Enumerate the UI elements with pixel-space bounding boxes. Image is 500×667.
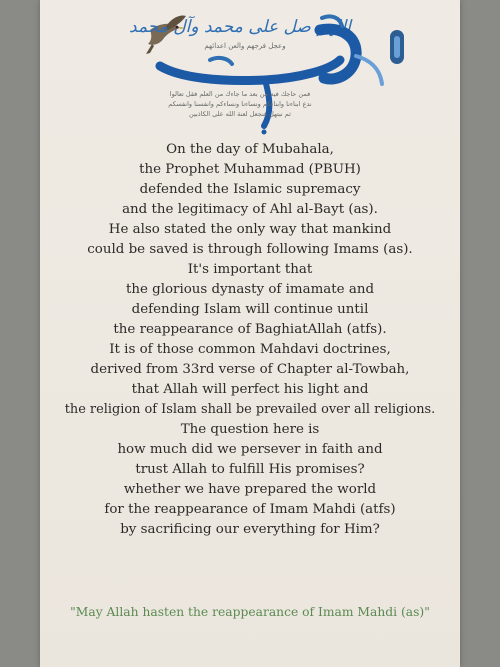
body-line: The question here is — [180, 422, 320, 437]
body-line: trust Allah to fulfill His promises? — [135, 462, 365, 477]
body-line: derived from 33rd verse of Chapter al-Towbah, — [90, 362, 410, 377]
body-line: and the legitimacy of Ahl al-Bayt (as). — [122, 202, 378, 217]
body-line: the religion of Islam shall be prevailed over all religions. — [64, 402, 436, 417]
svg-text:ندع ابناءنا وابناءكم ونساءنا و: ندع ابناءنا وابناءكم ونساءنا ونساءكم وانفسنا وانفسكم — [168, 100, 312, 108]
body-line: for the reappearance of Imam Mahdi (atfs) — [104, 502, 396, 517]
closing-prayer: "May Allah hasten the reappearance of Imam Mahdi (as)" — [70, 605, 430, 619]
svg-text:اللهم صل على محمد وآل محمد: اللهم صل على محمد وآل محمد — [129, 17, 351, 37]
body-line: It's important that — [187, 262, 313, 277]
svg-text:فمن حاجك فيه من بعد ما جاءك من: فمن حاجك فيه من بعد ما جاءك من العلم فقل تعالوا — [169, 90, 311, 98]
body-line: defending Islam will continue until — [131, 302, 369, 317]
body-line: by sacrificing our everything for Him? — [120, 522, 380, 537]
header-calligraphy — [40, 0, 460, 140]
body-line: the Prophet Muhammad (PBUH) — [139, 162, 361, 177]
body-line: He also stated the only way that mankind — [108, 222, 392, 237]
body-line: the reappearance of BaghiatAllah (atfs). — [113, 322, 387, 337]
ornament-icon — [390, 30, 404, 64]
body-text — [40, 140, 460, 540]
body-line: defended the Islamic supremacy — [139, 182, 361, 197]
header-small-text — [168, 90, 312, 118]
poster-card — [40, 0, 460, 667]
svg-text:ثم نبتهل فنجعل لعنة الله على ا: ثم نبتهل فنجعل لعنة الله على الكاذبين — [189, 110, 291, 118]
body-line: the glorious dynasty of imamate and — [125, 282, 375, 297]
body-line: It is of those common Mahdavi doctrines, — [109, 342, 391, 357]
body-line: that Allah will perfect his light and — [131, 382, 369, 397]
body-line: whether we have prepared the world — [123, 482, 377, 497]
body-line: On the day of Mubahala, — [166, 142, 334, 157]
svg-text:وعجل فرجهم والعن اعدائهم: وعجل فرجهم والعن اعدائهم — [204, 42, 286, 50]
body-line: how much did we persever in faith and — [117, 442, 383, 457]
body-line: could be saved is through following Imams (as). — [87, 242, 413, 257]
